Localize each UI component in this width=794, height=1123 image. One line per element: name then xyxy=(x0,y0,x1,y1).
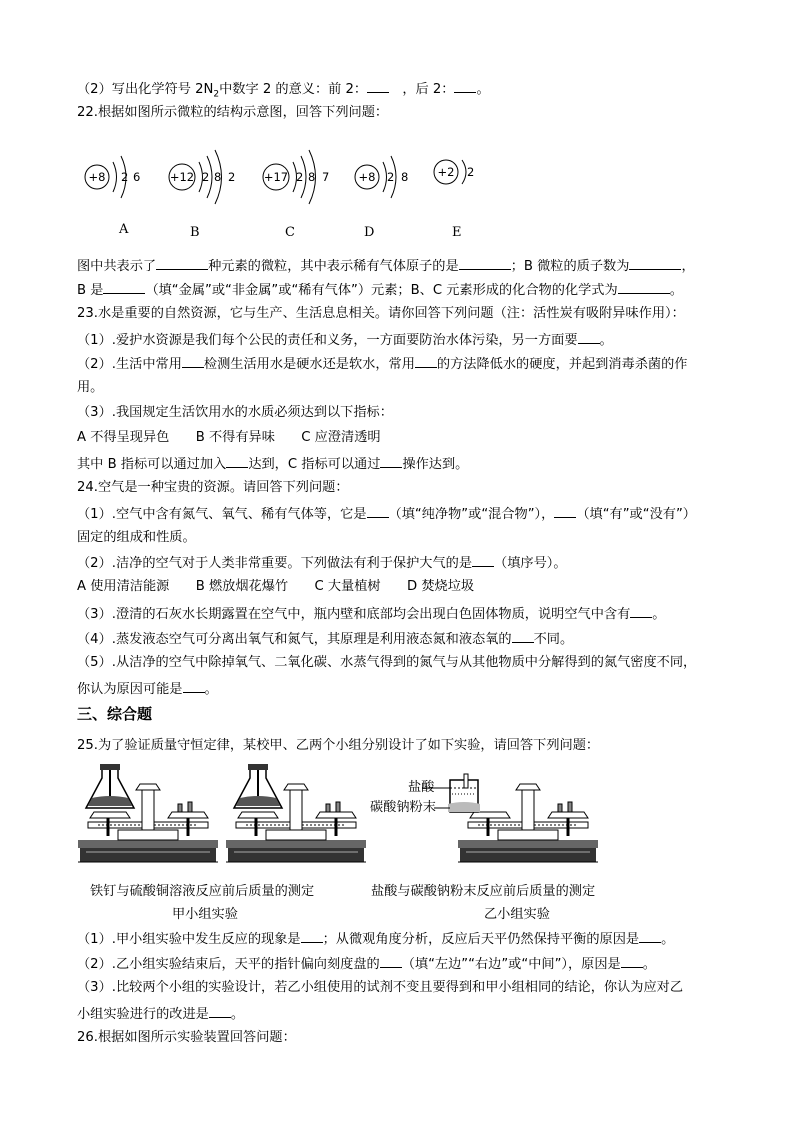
q24-part4: （4）.蒸发液态空气可分离出氧气和氮气，其原理是利用液态氮和液态氧的 不同。 xyxy=(77,629,573,649)
q25-part3: （3）.比较两个小组的实验设计，若乙小组使用的试剂不变且要得到和甲小组相同的结论，你认为应对乙 xyxy=(77,980,684,995)
section-heading: 三、综合题 xyxy=(77,705,153,723)
q24-part5-cont: 你认为原因可能是 。 xyxy=(77,679,218,699)
answer-blank[interactable] xyxy=(578,330,600,344)
answer-blank[interactable] xyxy=(629,256,681,270)
atom-b-shell: 8 xyxy=(214,170,222,184)
atom-a-shell: 6 xyxy=(133,170,141,184)
answer-blank[interactable] xyxy=(639,929,661,943)
atom-structure-diagrams xyxy=(80,140,500,220)
q26-stem: 26.根据如图所示实验装置回答问题： xyxy=(77,1030,296,1045)
answer-blank[interactable] xyxy=(554,504,576,518)
atom-c-shell: 7 xyxy=(322,170,330,184)
answer-blank[interactable] xyxy=(512,629,534,643)
q24-part5: （5）.从洁净的空气中除掉氧气、二氧化碳、水蒸气得到的氮气与从其他物质中分解得到的氮气密度不同， xyxy=(77,655,697,670)
q24-part1: （1）.空气中含有氮气、氧气、稀有气体等，它是 （填“纯净物”或“混合物”）， （填“有”或“没有”） xyxy=(77,504,696,524)
answer-blank[interactable] xyxy=(367,79,389,93)
answer-blank[interactable] xyxy=(472,553,494,567)
atom-e-nucleus: +2 xyxy=(437,165,455,179)
answer-blank[interactable] xyxy=(380,954,402,968)
answer-blank[interactable] xyxy=(156,256,208,270)
atom-a-shell: 2 xyxy=(121,170,129,184)
caption-left-group: 甲小组实验 xyxy=(172,907,238,922)
atom-b-shell: 2 xyxy=(228,170,236,184)
q25-part3-cont: 小组实验进行的改进是 。 xyxy=(77,1004,244,1024)
q25-part1: （1）.甲小组实验中发生反应的现象是 ；从微观角度分析，反应后天平仍然保持平衡的原因是 。 xyxy=(77,929,674,949)
atom-label-b: B xyxy=(190,225,200,240)
answer-blank[interactable] xyxy=(209,1004,231,1018)
answer-blank[interactable] xyxy=(459,256,511,270)
q23-part1: （1）.爱护水资源是我们每个公民的责任和义务，一方面要防治水体污染，另一方面要 。 xyxy=(77,330,613,350)
q22-question-line2: B 是 （填“金属”或“非金属”或“稀有气体”）元素；B、C 元素形成的化合物的化学式为 。 xyxy=(77,280,683,300)
q21-part2-line: （2）写出化学符号 $2N_2$中数字 2 的意义：前 2： ，后 2： 。 xyxy=(77,79,490,104)
atom-b-nucleus: +12 xyxy=(169,170,195,184)
q25-part2: （2）.乙小组实验结束后，天平的指针偏向刻度盘的 （填“左边”“右边”或“中间”），原因是 。 xyxy=(77,954,656,974)
balance-right xyxy=(422,774,598,862)
atom-label-e: E xyxy=(452,225,462,240)
atom-d-shell: 2 xyxy=(387,170,395,184)
q24-options: A 使用清洁能源 B 燃放烟花爆竹 C 大量植树 D 焚烧垃圾 xyxy=(77,579,475,594)
q24-part1-cont: 固定的组成和性质。 xyxy=(77,530,196,545)
answer-blank[interactable] xyxy=(380,454,402,468)
balance-experiment-figure xyxy=(78,760,638,870)
answer-blank[interactable] xyxy=(226,454,248,468)
q24-part3: （3）.澄清的石灰水长期露置在空气中，瓶内壁和底部均会出现白色固体物质，说明空气中含有 。 xyxy=(77,604,665,624)
q24-part2: （2）.洁净的空气对于人类非常重要。下列做法有利于保护大气的是 （填序号）。 xyxy=(77,553,567,573)
answer-blank[interactable] xyxy=(183,679,205,693)
atom-label-a: A xyxy=(119,222,129,237)
atom-a-nucleus: +8 xyxy=(88,170,106,184)
atom-c-shell: 2 xyxy=(296,170,304,184)
atom-label-d: D xyxy=(364,225,375,240)
answer-blank[interactable] xyxy=(301,929,323,943)
atom-c-nucleus: +17 xyxy=(263,170,289,184)
caption-left-title: 铁钉与硫酸铜溶液反应前后质量的测定 xyxy=(90,884,315,899)
answer-blank[interactable] xyxy=(415,354,437,368)
answer-blank[interactable] xyxy=(182,354,204,368)
caption-right-group: 乙小组实验 xyxy=(484,907,550,922)
q22-question-line1: 图中共表示了 种元素的微粒，其中表示稀有气体原子的是 ；B 微粒的质子数为 ， xyxy=(77,256,695,276)
answer-blank[interactable] xyxy=(454,79,476,93)
q23-stem: 23.水是重要的自然资源，它与生产、生活息息相关。请你回答下列问题（注：活性炭有吸附异味作用）： xyxy=(77,306,685,321)
answer-blank[interactable] xyxy=(621,954,643,968)
label-sodium-carbonate-powder: 碳酸钠粉末 xyxy=(370,800,436,815)
q23-part3: （3）.我国规定生活饮用水的水质必须达到以下指标： xyxy=(77,405,393,420)
atom-c-shell: 8 xyxy=(308,170,316,184)
answer-blank[interactable] xyxy=(103,280,145,294)
balance-left-2 xyxy=(226,764,366,862)
answer-blank[interactable] xyxy=(618,280,670,294)
atom-label-c: C xyxy=(285,225,295,240)
q23-part2: （2）.生活中常用 检测生活用水是硬水还是软水，常用 的方法降低水的硬度，并起到消毒杀菌的作 xyxy=(77,354,687,374)
q24-stem: 24.空气是一种宝贵的资源。请回答下列问题： xyxy=(77,480,349,495)
answer-blank[interactable] xyxy=(630,604,652,618)
atom-b-shell: 2 xyxy=(202,170,210,184)
caption-right-title: 盐酸与碳酸钠粉末反应前后质量的测定 xyxy=(371,884,596,899)
q23-part2-cont: 用。 xyxy=(77,380,104,395)
atom-d-nucleus: +8 xyxy=(358,170,376,184)
atom-e-shell: 2 xyxy=(467,165,475,179)
q23-options: A 不得呈现异色 B 不得有异味 C 应澄清透明 xyxy=(77,430,381,445)
q22-stem: 22.根据如图所示微粒的结构示意图，回答下列问题： xyxy=(77,105,389,120)
label-hydrochloric-acid: 盐酸 xyxy=(408,780,435,795)
atom-d-shell: 8 xyxy=(401,170,409,184)
answer-blank[interactable] xyxy=(367,504,389,518)
q25-stem: 25.为了验证质量守恒定律，某校甲、乙两个小组分别设计了如下实验，请回答下列问题： xyxy=(77,738,600,753)
q23-part4: 其中 B 指标可以通过加入 达到，C 指标可以通过 操作达到。 xyxy=(77,454,468,474)
balance-left-1 xyxy=(78,764,218,862)
